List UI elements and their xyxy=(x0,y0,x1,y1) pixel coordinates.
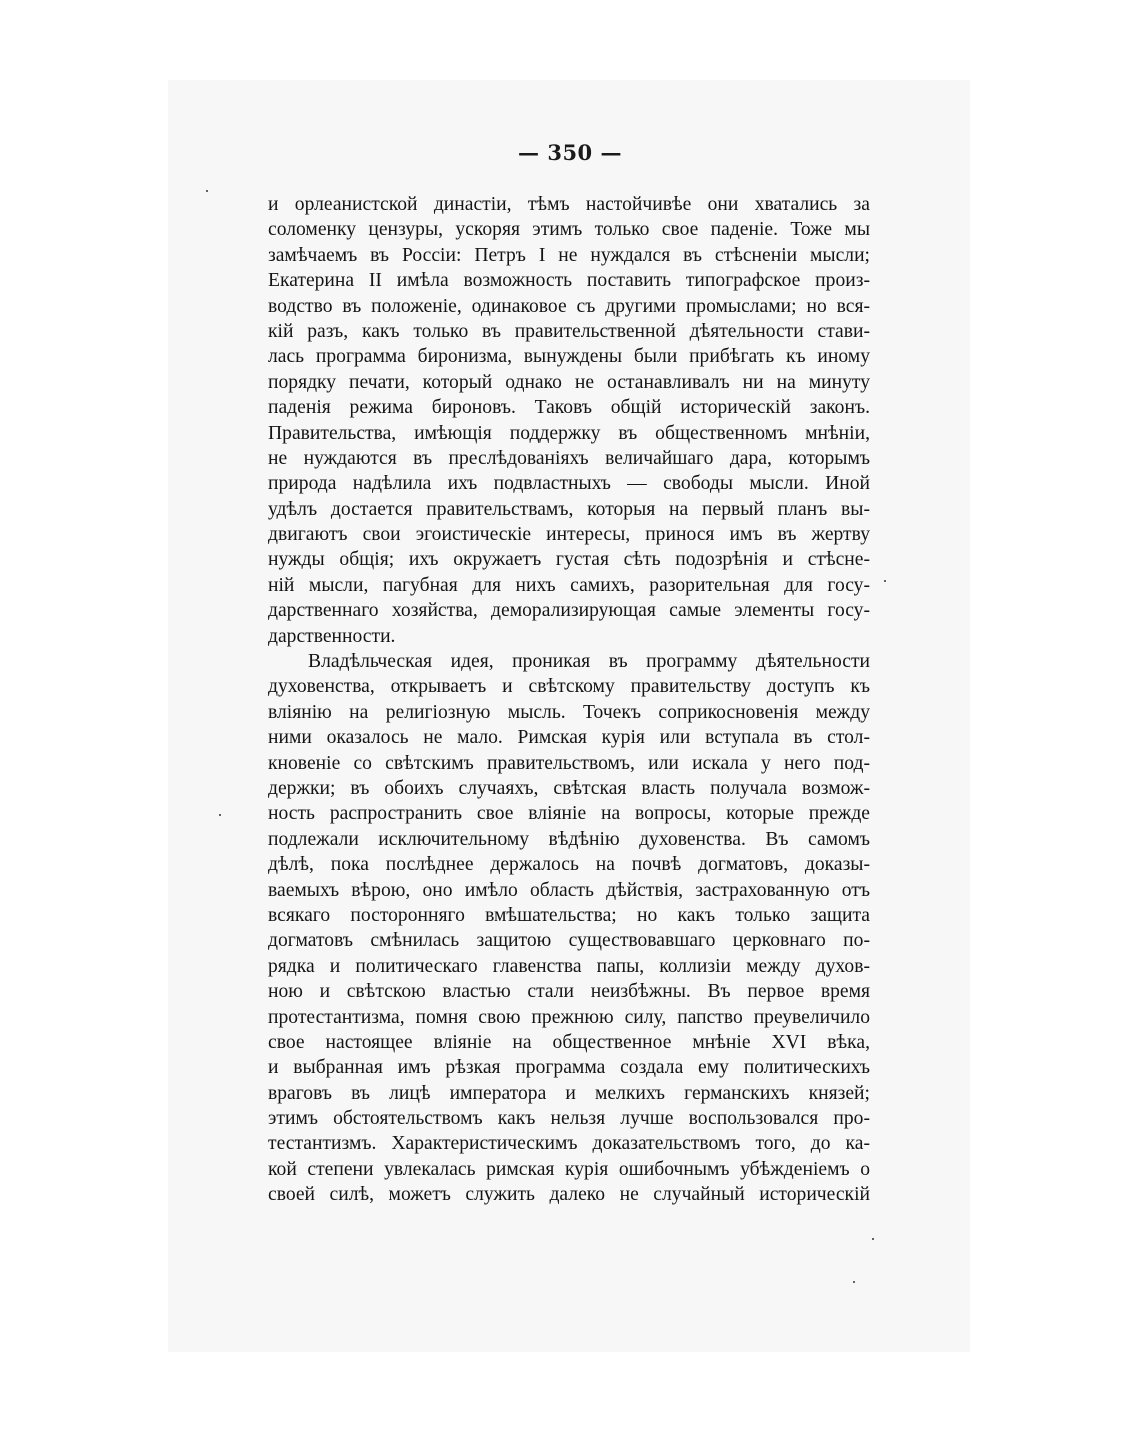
text-line: ними оказалось не мало. Римская курія или вступала въ стол- xyxy=(268,727,870,749)
text-line: этимъ обстоятельствомъ какъ нельзя лучше воспользовался про- xyxy=(268,1108,870,1130)
text-line: ній мысли, пагубная для нихъ самихъ, разорительная для госу- xyxy=(268,574,870,596)
text-line: Правительства, имѣющія поддержку въ общественномъ мнѣніи, xyxy=(268,422,870,444)
text-line: своей силѣ, можетъ служить далеко не случайный историческій xyxy=(268,1184,870,1206)
text-line: двигаютъ свои эгоистическіе интересы, принося имъ въ жертву xyxy=(268,524,870,546)
text-line: кновеніе со свѣтскимъ правительствомъ, или искала у него под- xyxy=(268,752,870,774)
text-line: ною и свѣтскою властью стали неизбѣжны. Въ первое время xyxy=(268,981,870,1003)
text-line: дарственнаго хозяйства, деморализирующая самые элементы госу- xyxy=(268,600,870,622)
text-line: Екатерина II имѣла возможность поставить типографское произ- xyxy=(268,270,870,292)
text-line: нужды общія; ихъ окружаетъ густая сѣть подозрѣнія и стѣсне- xyxy=(268,549,870,571)
paragraph-2 xyxy=(268,649,870,1208)
text-line: водство въ положеніе, одинаковое съ другими промыслами; но вся- xyxy=(268,295,870,317)
text-line: ваемыхъ вѣрою, оно имѣло область дѣйствія, застрахованную отъ xyxy=(268,879,870,901)
text-line: дарственности. xyxy=(268,625,396,647)
text-line: и орлеанистской династіи, тѣмъ настойчивѣе они хватались за xyxy=(268,194,870,215)
text-line: удѣлъ достается правительствамъ, которыя на первый планъ вы- xyxy=(268,498,870,520)
text-line: подлежали исключительному вѣдѣнію духовенства. Въ самомъ xyxy=(268,828,870,850)
text-line: кій разъ, какъ только въ правительственной дѣятельности стави- xyxy=(268,320,870,342)
text-line: кой степени увлекалась римская курія ошибочнымъ убѣжденіемъ о xyxy=(268,1158,870,1180)
text-line: духовенства, открываетъ и свѣтскому правительству доступъ къ xyxy=(268,676,870,698)
text-line: и выбранная имъ рѣзкая программа создала ему политическихъ xyxy=(268,1057,870,1079)
text-line: рядка и политическаго главенства папы, коллизіи между духов- xyxy=(268,955,870,977)
page-number: — 350 — xyxy=(518,140,622,165)
scan-speck xyxy=(853,1281,855,1283)
text-line: соломенку цензуры, ускоряя этимъ только свое паденіе. Тоже мы xyxy=(268,219,870,241)
text-line: лась программа биронизма, вынуждены были прибѣгать къ иному xyxy=(268,346,870,368)
text-line: вліянію на религіозную мысль. Точекъ соприкосновенія между xyxy=(268,701,870,723)
scan-speck xyxy=(219,814,221,816)
text-line: паденія режима бироновъ. Таковъ общій историческій законъ. xyxy=(268,397,870,419)
text-line: замѣчаемъ въ Россіи: Петръ I не нуждался въ стѣсненіи мысли; xyxy=(268,244,870,266)
scan-speck xyxy=(872,1238,874,1240)
text-line: дѣлѣ, пока послѣднее держалось на почвѣ догматовъ, доказы- xyxy=(268,854,870,876)
text-line: всякаго посторонняго вмѣшательства; но какъ только защита xyxy=(268,904,870,926)
body-text xyxy=(268,192,870,1208)
text-line: ность распространить свое вліяніе на вопросы, которые прежде xyxy=(268,803,870,825)
scan-speck xyxy=(206,190,208,192)
text-line: протестантизма, помня свою прежнюю силу, папство преувеличило xyxy=(268,1006,870,1028)
scan-speck xyxy=(884,580,886,582)
text-line: порядку печати, который однако не останавливалъ ни на минуту xyxy=(268,371,870,393)
text-line: догматовъ смѣнилась защитою существовавшаго церковнаго по- xyxy=(268,930,870,952)
text-line: природа надѣлила ихъ подвластныхъ — свободы мысли. Иной xyxy=(268,473,870,495)
text-line: держки; въ обоихъ случаяхъ, свѣтская власть получала возмож- xyxy=(268,777,870,799)
text-line: Владѣльческая идея, проникая въ программу дѣятельности xyxy=(308,651,870,673)
text-line: свое настоящее вліяніе на общественное мнѣніе XVI вѣка, xyxy=(268,1031,870,1053)
text-line: тестантизмъ. Характеристическимъ доказательствомъ того, до ка- xyxy=(268,1133,870,1155)
text-line: не нуждаются въ преслѣдованіяхъ величайшаго дара, которымъ xyxy=(268,447,870,469)
text-line: враговъ въ лицѣ императора и мелкихъ германскихъ князей; xyxy=(268,1082,870,1104)
paragraph-1 xyxy=(268,192,870,649)
